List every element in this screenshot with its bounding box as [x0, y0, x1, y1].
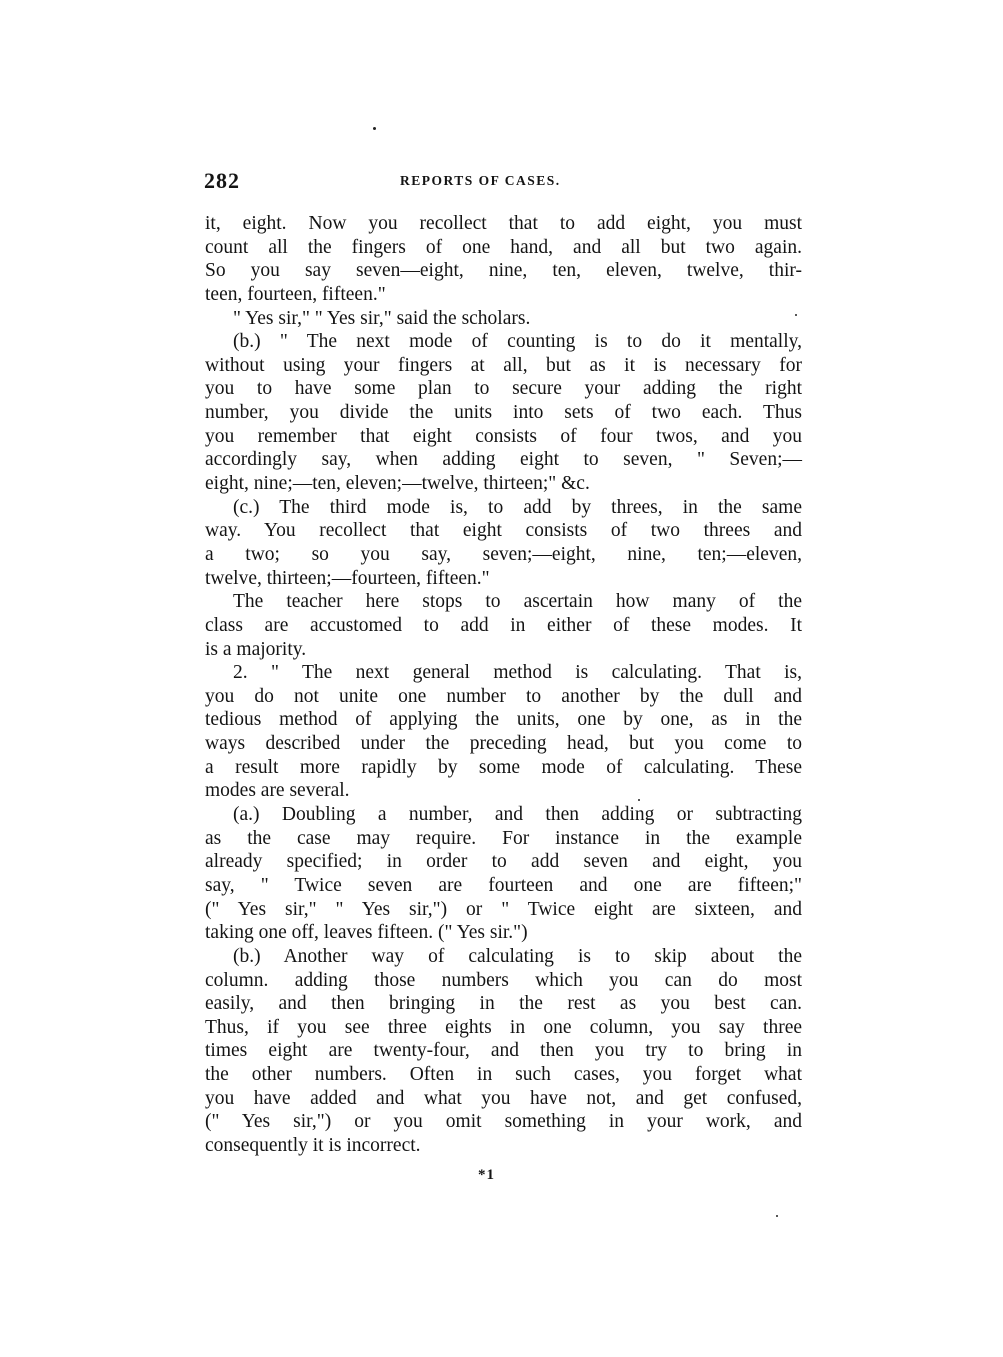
text-line: tedious method of applying the units, one by one, as in the [205, 709, 802, 731]
text-line: already specified; in order to add seven and eight, you [205, 851, 802, 873]
text-line: you have added and what you have not, and get confused, [205, 1087, 802, 1109]
text-line: (" Yes sir," " Yes sir,") or " Twice eight are sixteen, and [205, 898, 802, 920]
text-line: as the case may require. For instance in the example [205, 827, 802, 849]
speck-mark [776, 1215, 778, 1217]
text-line: accordingly say, when adding eight to seven, " Seven;— [205, 449, 802, 471]
text-line: class are accustomed to add in either of these modes. It [205, 614, 802, 636]
text-line: you do not unite one number to another by the dull and [205, 685, 802, 707]
text-line: without using your fingers at all, but as it is necessary for [205, 354, 802, 376]
text-line: (b.) Another way of calculating is to skip about the [233, 945, 802, 967]
text-line: you to have some plan to secure your adding the right [205, 378, 802, 400]
text-line: column. adding those numbers which you can do most [205, 969, 802, 991]
text-line: 2. " The next general method is calculating. That is, [233, 662, 802, 684]
text-line: taking one off, leaves fifteen. (" Yes sir.") [205, 922, 528, 944]
text-line: (c.) The third mode is, to add by threes, in the same [233, 496, 802, 518]
speck-mark [373, 127, 376, 130]
page-header [204, 168, 804, 194]
text-line: times eight are twenty-four, and then you try to bring in [205, 1040, 802, 1062]
text-line: number, you divide the units into sets of two each. Thus [205, 402, 802, 424]
signature-mark: *1 [478, 1167, 495, 1183]
text-line: a result more rapidly by some mode of calculating. These [205, 756, 802, 778]
running-head: REPORTS OF CASES. [400, 173, 561, 188]
text-line: (a.) Doubling a number, and then adding or subtracting [233, 804, 802, 826]
text-line: you remember that eight consists of four twos, and you [205, 425, 802, 447]
text-line: teen, fourteen, fifteen." [205, 283, 386, 305]
text-line: Thus, if you see three eights in one column, you say three [205, 1016, 802, 1038]
text-line: say, " Twice seven are fourteen and one are fifteen;" [205, 874, 802, 896]
text-line: modes are several. [205, 780, 350, 802]
text-line: the other numbers. Often in such cases, you forget what [205, 1064, 802, 1086]
text-line: way. You recollect that eight consists of two threes and [205, 520, 802, 542]
text-line: So you say seven—eight, nine, ten, eleven, twelve, thir- [205, 260, 802, 282]
text-line: count all the fingers of one hand, and all but two again. [205, 236, 802, 258]
text-line: eight, nine;—ten, eleven;—twelve, thirteen;" &c. [205, 473, 590, 495]
text-line: it, eight. Now you recollect that to add eight, you must [205, 213, 802, 234]
speck-mark [795, 314, 797, 316]
body-text [205, 212, 802, 1158]
text-line: is a majority. [205, 638, 307, 660]
page-number: 282 [204, 168, 240, 193]
text-line: (b.) " The next mode of counting is to do it mentally, [233, 331, 802, 353]
text-line: ways described under the preceding head, but you come to [205, 733, 802, 755]
text-line: (" Yes sir,") or you omit something in your work, and [205, 1111, 802, 1133]
text-line: The teacher here stops to ascertain how many of the [233, 591, 802, 613]
text-line: easily, and then bringing in the rest as you best can. [205, 993, 802, 1015]
text-line: consequently it is incorrect. [205, 1134, 421, 1156]
text-line: " Yes sir," " Yes sir," said the scholars. [233, 307, 531, 329]
speck-mark [638, 799, 640, 801]
text-line: a two; so you say, seven;—eight, nine, ten;—eleven, [205, 543, 802, 565]
text-line: twelve, thirteen;—fourteen, fifteen." [205, 567, 490, 589]
